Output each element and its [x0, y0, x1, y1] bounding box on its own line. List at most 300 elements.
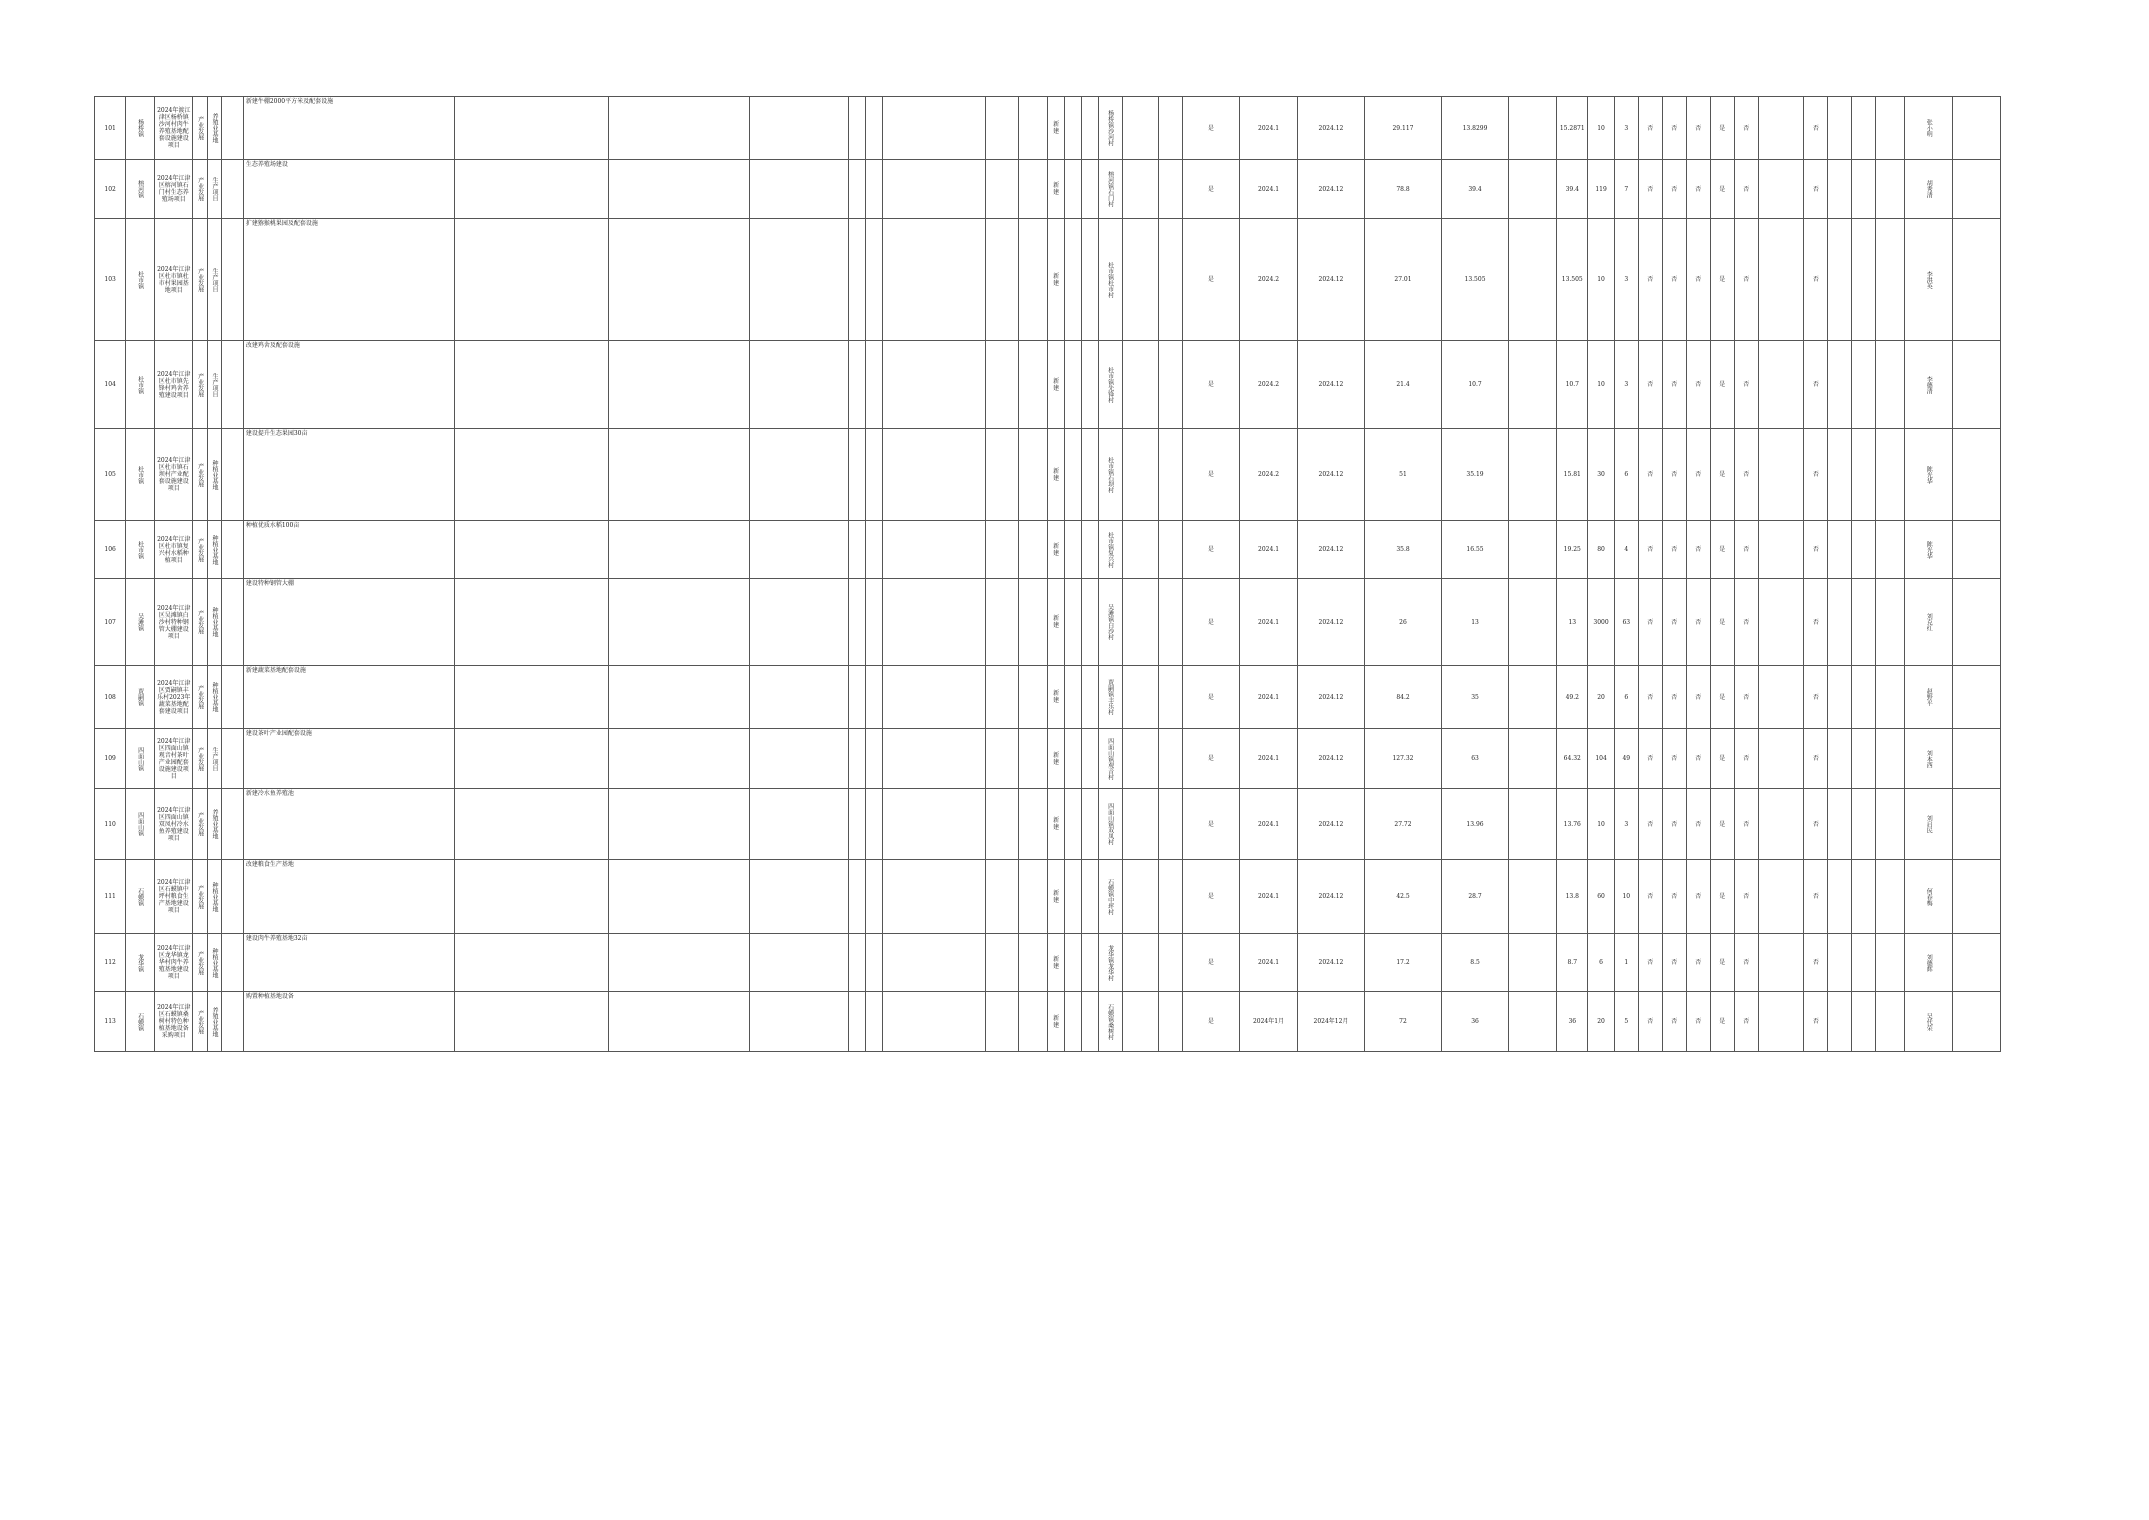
row-persons: 6 — [1614, 429, 1638, 521]
row-mechanism — [985, 429, 1019, 521]
row-flag-5: 否 — [1734, 860, 1758, 934]
row-mechanism — [985, 521, 1019, 579]
row-total-investment: 78.8 — [1365, 160, 1442, 219]
row-flag-8 — [1828, 789, 1852, 860]
row-target — [455, 97, 609, 160]
row-leader: 李德清 — [1905, 341, 1953, 429]
row-end-date: 2024.12 — [1297, 860, 1364, 934]
row-end — [1953, 860, 2001, 934]
row-flag-7: 否 — [1804, 729, 1828, 789]
row-flag-3: 否 — [1686, 666, 1710, 729]
row-benefit — [608, 789, 750, 860]
row-performance — [750, 729, 848, 789]
row-end-date: 2024.12 — [1297, 429, 1364, 521]
row-dept — [1122, 860, 1158, 934]
row-performance — [750, 666, 848, 729]
row-performance — [750, 789, 848, 860]
row-category — [222, 521, 244, 579]
row-flag-9 — [1852, 219, 1876, 341]
row-central-fund: 63 — [1441, 729, 1508, 789]
row-content: 新建蔬菜基地配套设施 — [243, 666, 454, 729]
row-flag-6 — [1758, 789, 1804, 860]
row-unit: 杜市镇石坝村 — [1098, 429, 1122, 521]
row-end-date: 2024.12 — [1297, 934, 1364, 992]
row-other-fund — [1509, 97, 1557, 160]
row-subtype: 养殖业基地 — [207, 789, 221, 860]
row-number: 104 — [95, 341, 126, 429]
row-scale — [882, 860, 985, 934]
row-scale — [882, 992, 985, 1052]
row-type: 产业发展 — [193, 521, 207, 579]
row-flag-5: 否 — [1734, 521, 1758, 579]
row-persons: 3 — [1614, 341, 1638, 429]
row-flag-9 — [1852, 160, 1876, 219]
row-unit: 吴滩镇白沙村 — [1098, 579, 1122, 666]
row-other-fund — [1509, 579, 1557, 666]
row-scale — [882, 521, 985, 579]
row-flag-2: 否 — [1662, 160, 1686, 219]
row-category — [222, 934, 244, 992]
row-indicator-a — [848, 97, 865, 160]
row-approved: 是 — [1182, 160, 1240, 219]
row-scale — [882, 729, 985, 789]
row-flag-6 — [1758, 579, 1804, 666]
row-target — [455, 521, 609, 579]
row-spacer-a — [1064, 860, 1081, 934]
row-end — [1953, 992, 2001, 1052]
row-central-fund: 13.96 — [1441, 789, 1508, 860]
row-dept — [1122, 666, 1158, 729]
row-remark — [1876, 666, 1905, 729]
row-leader: 陈光华 — [1905, 521, 1953, 579]
row-type: 产业发展 — [193, 219, 207, 341]
row-category — [222, 729, 244, 789]
row-flag-8 — [1828, 160, 1852, 219]
row-mechanism — [985, 219, 1019, 341]
row-flag-1: 否 — [1638, 860, 1662, 934]
row-flag-6 — [1758, 934, 1804, 992]
row-content: 新建牛棚2000平方米及配套设施 — [243, 97, 454, 160]
row-flag-9 — [1852, 666, 1876, 729]
row-target — [455, 729, 609, 789]
row-subtype: 种植业基地 — [207, 579, 221, 666]
row-target — [455, 666, 609, 729]
row-flag-9 — [1852, 579, 1876, 666]
row-performance — [750, 429, 848, 521]
row-number: 111 — [95, 860, 126, 934]
row-end — [1953, 160, 2001, 219]
row-town: 贾嗣镇 — [126, 666, 155, 729]
row-year — [1158, 341, 1182, 429]
row-flag-7: 否 — [1804, 789, 1828, 860]
row-benefit — [608, 160, 750, 219]
row-flag-8 — [1828, 579, 1852, 666]
row-town: 四面山镇 — [126, 789, 155, 860]
row-flag-3: 否 — [1686, 789, 1710, 860]
row-year — [1158, 429, 1182, 521]
row-flag-9 — [1852, 729, 1876, 789]
row-flag-1: 否 — [1638, 992, 1662, 1052]
table-row — [95, 429, 2040, 521]
row-spacer-a — [1064, 992, 1081, 1052]
row-end — [1953, 579, 2001, 666]
row-flag-5: 否 — [1734, 429, 1758, 521]
row-performance — [750, 341, 848, 429]
row-households: 10 — [1588, 341, 1614, 429]
row-category — [222, 341, 244, 429]
row-town: 杜市镇 — [126, 521, 155, 579]
row-year — [1158, 521, 1182, 579]
row-flag-4: 是 — [1710, 160, 1734, 219]
row-flag-7: 否 — [1804, 521, 1828, 579]
row-remark — [1876, 429, 1905, 521]
row-approved: 是 — [1182, 666, 1240, 729]
row-remark — [1876, 992, 1905, 1052]
row-subtype: 种植业基地 — [207, 521, 221, 579]
row-total-investment: 127.32 — [1365, 729, 1442, 789]
row-indicator-b — [865, 729, 882, 789]
row-remark — [1876, 860, 1905, 934]
row-flag-1: 否 — [1638, 934, 1662, 992]
row-flag-2: 否 — [1662, 341, 1686, 429]
row-mechanism — [985, 666, 1019, 729]
row-town: 龙华镇 — [126, 934, 155, 992]
row-dept — [1122, 429, 1158, 521]
row-year — [1158, 160, 1182, 219]
row-flag-8 — [1828, 992, 1852, 1052]
row-type: 产业发展 — [193, 729, 207, 789]
row-remark — [1876, 97, 1905, 160]
row-type: 产业发展 — [193, 579, 207, 666]
row-households: 30 — [1588, 429, 1614, 521]
row-flag-7: 否 — [1804, 97, 1828, 160]
row-indicator-a — [848, 219, 865, 341]
row-spacer-a — [1064, 97, 1081, 160]
row-flag-5: 否 — [1734, 219, 1758, 341]
row-flag-5: 否 — [1734, 97, 1758, 160]
row-flag-4: 是 — [1710, 666, 1734, 729]
row-end-date: 2024.12 — [1297, 666, 1364, 729]
row-spacer-a — [1064, 160, 1081, 219]
row-category — [222, 579, 244, 666]
row-remark — [1876, 789, 1905, 860]
row-flag-4: 是 — [1710, 860, 1734, 934]
row-end — [1953, 219, 2001, 341]
row-other-fund — [1509, 934, 1557, 992]
row-indicator-b — [865, 789, 882, 860]
row-satisfaction — [1019, 934, 1048, 992]
row-households: 104 — [1588, 729, 1614, 789]
row-town: 杜市镇 — [126, 341, 155, 429]
row-indicator-a — [848, 729, 865, 789]
row-approved: 是 — [1182, 429, 1240, 521]
row-project-name: 2024年江津区杜市镇石坝村产业配套设施建设项目 — [155, 429, 193, 521]
row-year — [1158, 992, 1182, 1052]
row-flag-8 — [1828, 219, 1852, 341]
row-unit: 石蟆镇中坪村 — [1098, 860, 1122, 934]
row-flag-6 — [1758, 521, 1804, 579]
row-build-type: 新建 — [1048, 219, 1065, 341]
row-subtype: 种植业基地 — [207, 860, 221, 934]
row-type: 产业发展 — [193, 666, 207, 729]
row-other-fund — [1509, 219, 1557, 341]
row-flag-5: 否 — [1734, 729, 1758, 789]
row-satisfaction — [1019, 160, 1048, 219]
row-approved: 是 — [1182, 341, 1240, 429]
row-target — [455, 579, 609, 666]
row-other-fund — [1509, 789, 1557, 860]
row-indicator-a — [848, 579, 865, 666]
row-target — [455, 992, 609, 1052]
table-row — [95, 219, 2040, 341]
row-target — [455, 789, 609, 860]
row-performance — [750, 992, 848, 1052]
row-subtype: 种植业基地 — [207, 666, 221, 729]
row-spacer-b — [1081, 666, 1098, 729]
row-spacer-a — [1064, 219, 1081, 341]
row-flag-8 — [1828, 860, 1852, 934]
row-start-date: 2024.2 — [1240, 429, 1298, 521]
row-flag-8 — [1828, 666, 1852, 729]
row-central-fund: 8.5 — [1441, 934, 1508, 992]
row-end — [1953, 934, 2001, 992]
row-central-fund: 36 — [1441, 992, 1508, 1052]
row-start-date: 2024.1 — [1240, 934, 1298, 992]
row-flag-2: 否 — [1662, 219, 1686, 341]
row-local-fund: 13.8 — [1557, 860, 1588, 934]
row-dept — [1122, 729, 1158, 789]
row-spacer-a — [1064, 429, 1081, 521]
row-other-fund — [1509, 992, 1557, 1052]
row-type: 产业发展 — [193, 160, 207, 219]
row-flag-4: 是 — [1710, 934, 1734, 992]
row-spacer-b — [1081, 579, 1098, 666]
row-start-date: 2024.1 — [1240, 789, 1298, 860]
project-table — [94, 96, 2040, 1052]
row-flag-3: 否 — [1686, 579, 1710, 666]
row-mechanism — [985, 97, 1019, 160]
row-approved: 是 — [1182, 97, 1240, 160]
table-row — [95, 579, 2040, 666]
row-indicator-a — [848, 666, 865, 729]
row-flag-5: 否 — [1734, 934, 1758, 992]
row-remark — [1876, 934, 1905, 992]
row-mechanism — [985, 160, 1019, 219]
row-end — [1953, 666, 2001, 729]
row-scale — [882, 341, 985, 429]
row-flag-2: 否 — [1662, 992, 1686, 1052]
row-category — [222, 860, 244, 934]
row-flag-7: 否 — [1804, 160, 1828, 219]
row-leader: 陈光华 — [1905, 429, 1953, 521]
row-flag-5: 否 — [1734, 341, 1758, 429]
row-performance — [750, 934, 848, 992]
row-type: 产业发展 — [193, 860, 207, 934]
row-dept — [1122, 341, 1158, 429]
row-central-fund: 16.55 — [1441, 521, 1508, 579]
row-local-fund: 39.4 — [1557, 160, 1588, 219]
row-build-type: 新建 — [1048, 666, 1065, 729]
row-households: 3000 — [1588, 579, 1614, 666]
row-households: 80 — [1588, 521, 1614, 579]
row-benefit — [608, 729, 750, 789]
row-flag-2: 否 — [1662, 521, 1686, 579]
row-leader: 胡秀清 — [1905, 160, 1953, 219]
row-end-date: 2024.12 — [1297, 729, 1364, 789]
row-unit: 四面山镇双凤村 — [1098, 789, 1122, 860]
row-build-type: 新建 — [1048, 789, 1065, 860]
row-mechanism — [985, 341, 1019, 429]
row-flag-6 — [1758, 729, 1804, 789]
row-flag-6 — [1758, 97, 1804, 160]
row-flag-7: 否 — [1804, 992, 1828, 1052]
row-number: 103 — [95, 219, 126, 341]
row-project-name: 2024年江津区贾嗣镇丰乐村2023年蔬菜基地配套建设项目 — [155, 666, 193, 729]
row-flag-1: 否 — [1638, 521, 1662, 579]
row-flag-3: 否 — [1686, 97, 1710, 160]
row-spacer-a — [1064, 579, 1081, 666]
row-flag-6 — [1758, 860, 1804, 934]
row-persons: 63 — [1614, 579, 1638, 666]
row-unit: 杨桥镇沙河村 — [1098, 97, 1122, 160]
row-total-investment: 35.8 — [1365, 521, 1442, 579]
row-approved: 是 — [1182, 219, 1240, 341]
row-dept — [1122, 97, 1158, 160]
row-spacer-b — [1081, 160, 1098, 219]
row-benefit — [608, 992, 750, 1052]
row-mechanism — [985, 729, 1019, 789]
row-subtype: 生产项目 — [207, 729, 221, 789]
row-persons: 5 — [1614, 992, 1638, 1052]
row-leader: 张小明 — [1905, 97, 1953, 160]
row-benefit — [608, 341, 750, 429]
row-target — [455, 219, 609, 341]
row-project-name: 2024年渡江津区杨桥镇沙河村肉牛养殖基地配套设施建设项目 — [155, 97, 193, 160]
row-mechanism — [985, 579, 1019, 666]
row-flag-2: 否 — [1662, 429, 1686, 521]
row-project-name: 2024年江津区四面山镇观音村茶叶产业园配套设施建设项目 — [155, 729, 193, 789]
row-indicator-b — [865, 219, 882, 341]
row-flag-2: 否 — [1662, 934, 1686, 992]
row-mechanism — [985, 789, 1019, 860]
row-target — [455, 860, 609, 934]
row-flag-2: 否 — [1662, 97, 1686, 160]
table-row — [95, 789, 2040, 860]
row-indicator-a — [848, 160, 865, 219]
row-flag-6 — [1758, 160, 1804, 219]
row-town: 吴滩镇 — [126, 579, 155, 666]
row-flag-6 — [1758, 429, 1804, 521]
row-flag-2: 否 — [1662, 789, 1686, 860]
table-row — [95, 160, 2040, 219]
row-total-investment: 21.4 — [1365, 341, 1442, 429]
row-indicator-b — [865, 97, 882, 160]
row-leader: 吴代荣 — [1905, 992, 1953, 1052]
row-benefit — [608, 666, 750, 729]
row-project-name: 2024年江津区石蟆镇桑树村特色种植基地设备采购项目 — [155, 992, 193, 1052]
row-remark — [1876, 160, 1905, 219]
row-households: 10 — [1588, 789, 1614, 860]
row-remark — [1876, 521, 1905, 579]
row-build-type: 新建 — [1048, 934, 1065, 992]
row-persons: 49 — [1614, 729, 1638, 789]
row-mechanism — [985, 992, 1019, 1052]
row-total-investment: 72 — [1365, 992, 1442, 1052]
row-end-date: 2024.12 — [1297, 579, 1364, 666]
row-unit: 贾嗣镇丰乐村 — [1098, 666, 1122, 729]
row-number: 106 — [95, 521, 126, 579]
row-category — [222, 160, 244, 219]
row-persons: 3 — [1614, 789, 1638, 860]
row-subtype: 生产项目 — [207, 219, 221, 341]
row-spacer-a — [1064, 341, 1081, 429]
row-start-date: 2024.1 — [1240, 521, 1298, 579]
row-build-type: 新建 — [1048, 992, 1065, 1052]
row-leader: 刘启民 — [1905, 789, 1953, 860]
table-row — [95, 934, 2040, 992]
row-spacer-b — [1081, 219, 1098, 341]
row-other-fund — [1509, 341, 1557, 429]
row-start-date: 2024.1 — [1240, 579, 1298, 666]
row-flag-3: 否 — [1686, 521, 1710, 579]
row-start-date: 2024.1 — [1240, 666, 1298, 729]
row-type: 产业发展 — [193, 789, 207, 860]
row-flag-9 — [1852, 521, 1876, 579]
row-satisfaction — [1019, 429, 1048, 521]
row-benefit — [608, 579, 750, 666]
row-build-type: 新建 — [1048, 729, 1065, 789]
row-flag-3: 否 — [1686, 860, 1710, 934]
row-local-fund: 13.76 — [1557, 789, 1588, 860]
row-flag-1: 否 — [1638, 341, 1662, 429]
row-leader: 刘本西 — [1905, 729, 1953, 789]
row-performance — [750, 97, 848, 160]
row-other-fund — [1509, 160, 1557, 219]
row-flag-3: 否 — [1686, 934, 1710, 992]
row-flag-5: 否 — [1734, 579, 1758, 666]
row-persons: 1 — [1614, 934, 1638, 992]
row-flag-7: 否 — [1804, 860, 1828, 934]
row-scale — [882, 666, 985, 729]
row-central-fund: 35.19 — [1441, 429, 1508, 521]
row-end — [1953, 789, 2001, 860]
row-year — [1158, 729, 1182, 789]
row-dept — [1122, 934, 1158, 992]
row-flag-9 — [1852, 860, 1876, 934]
row-performance — [750, 219, 848, 341]
row-town: 四面山镇 — [126, 729, 155, 789]
row-number: 109 — [95, 729, 126, 789]
row-total-investment: 84.2 — [1365, 666, 1442, 729]
row-category — [222, 789, 244, 860]
row-town: 杜市镇 — [126, 219, 155, 341]
table-body — [95, 97, 2040, 1052]
row-end — [1953, 521, 2001, 579]
row-spacer-b — [1081, 789, 1098, 860]
row-flag-4: 是 — [1710, 219, 1734, 341]
row-target — [455, 160, 609, 219]
row-flag-8 — [1828, 429, 1852, 521]
row-flag-5: 否 — [1734, 666, 1758, 729]
row-type: 产业发展 — [193, 341, 207, 429]
row-number: 112 — [95, 934, 126, 992]
row-year — [1158, 97, 1182, 160]
row-flag-1: 否 — [1638, 579, 1662, 666]
row-flag-3: 否 — [1686, 429, 1710, 521]
row-category — [222, 97, 244, 160]
row-year — [1158, 860, 1182, 934]
row-dept — [1122, 160, 1158, 219]
